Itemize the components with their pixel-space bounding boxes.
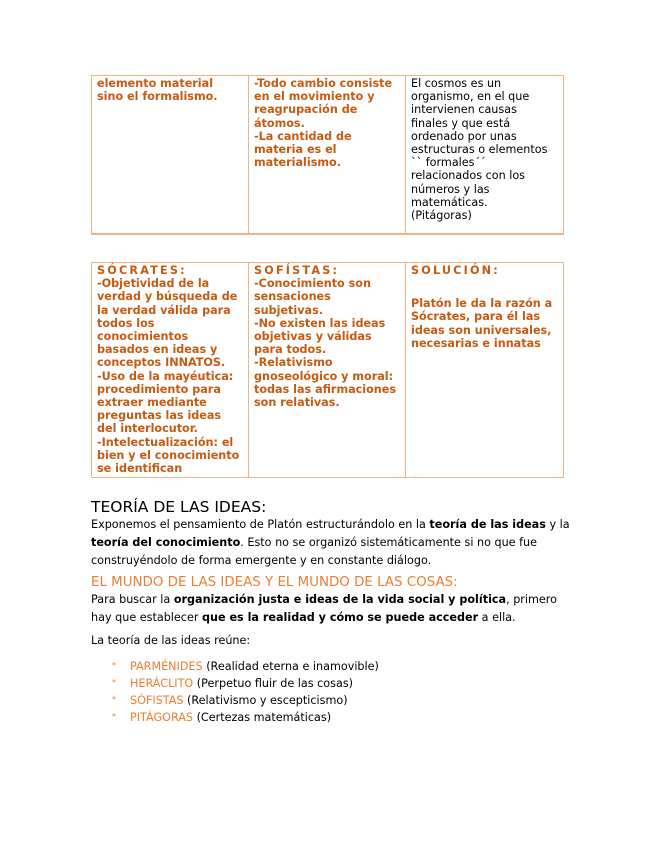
cell-line: -Uso de la mayéutica:: [97, 369, 234, 383]
text-run: , primero hay que establecer: [91, 593, 557, 624]
list-item-desc: (Relativismo y escepticismo): [183, 694, 348, 707]
cell-line: materia es el: [254, 143, 337, 157]
cell-line: sino el formalismo.: [97, 90, 218, 104]
cell-materialism: [249, 76, 406, 234]
header-solucion: SOLUCIÓN:: [411, 264, 500, 277]
cell-line: -La cantidad de: [254, 129, 352, 143]
cell-line: -No existen las ideas: [254, 316, 386, 330]
cell-line: átomos.: [254, 116, 305, 130]
cell-line: del interlocutor.: [97, 422, 198, 436]
cell-line: organismo, en el que: [411, 90, 530, 104]
text-run: Exponemos el pensamiento de Platón estructurándolo en la: [91, 518, 430, 531]
philosophers-list: [112, 658, 379, 726]
cell-line: elemento material: [97, 77, 214, 90]
cell-line: todos los: [97, 316, 155, 330]
list-item-name: PITÁGORAS: [130, 711, 194, 724]
cell-line: -Intelectualización: el: [97, 435, 234, 449]
cell-line: intervienen causas: [411, 103, 517, 117]
list-item: [112, 675, 379, 692]
cell-line: conceptos INNATOS.: [97, 356, 226, 370]
table-philosophy-continued: [91, 75, 564, 235]
text-run: y la: [545, 518, 570, 531]
header-sofistas: SOFÍSTAS:: [254, 264, 340, 277]
section-title-mundo: EL MUNDO DE LAS IDEAS Y EL MUNDO DE LAS COSAS:: [91, 575, 458, 590]
spacer: [411, 277, 559, 297]
bold-run: teoría de las ideas: [429, 518, 546, 531]
bullet-icon: *: [112, 678, 116, 687]
cell-solucion: [406, 263, 564, 478]
list-item-name: PARMÉNIDES: [130, 660, 203, 673]
cell-line: números y las: [411, 182, 490, 196]
list-item-name: HERÁCLITO: [130, 677, 194, 690]
cell-line: Platón le da la razón a: [411, 297, 553, 311]
cell-sofistas: [249, 263, 406, 478]
list-item: [112, 709, 379, 726]
cell-line: se identifican: [97, 462, 183, 476]
cell-line: Sócrates, para él las: [411, 310, 541, 324]
cell-line: todas las afirmaciones: [254, 382, 397, 396]
section-title-teoria: TEORÍA DE LAS IDEAS:: [91, 498, 267, 516]
bold-run: teoría del conocimiento: [91, 536, 241, 549]
cell-line: reagrupación de: [254, 103, 358, 117]
cell-line: son relativas.: [254, 396, 340, 410]
list-item-desc: (Realidad eterna e inamovible): [202, 660, 379, 673]
cell-line: -Conocimiento son: [254, 277, 371, 291]
bullet-icon: *: [112, 712, 116, 721]
cell-line: estructuras o elementos: [411, 143, 548, 157]
cell-line: gnoseológico y moral:: [254, 369, 394, 383]
cell-line: en el movimiento y: [254, 90, 375, 104]
cell-line: extraer mediante: [97, 396, 207, 410]
list-item: [112, 658, 379, 675]
list-item: [112, 692, 379, 709]
header-socrates: SÓCRATES:: [97, 264, 187, 277]
text-run: a ella.: [478, 611, 516, 624]
cell-line: procedimiento para: [97, 382, 221, 396]
cell-line: -Todo cambio consiste: [254, 77, 393, 90]
cell-line: para todos.: [254, 343, 327, 357]
table-socrates-sofistas: [91, 262, 564, 478]
cell-line: verdad y búsqueda de: [97, 290, 238, 304]
bullet-icon: *: [112, 661, 116, 670]
cell-line: materialismo.: [254, 156, 341, 170]
cell-line: objetivas y válidas: [254, 330, 372, 344]
cell-line: preguntas las ideas: [97, 409, 222, 423]
cell-line: -Relativismo: [254, 356, 333, 370]
paragraph-reune: La teoría de las ideas reúne:: [91, 634, 251, 647]
cell-line: matemáticas.: [411, 195, 488, 209]
bold-run: que es la realidad y cómo se puede acceder: [202, 611, 479, 624]
cell-line: El cosmos es un: [411, 77, 502, 90]
cell-line: ideas son universales,: [411, 323, 552, 337]
cell-line: subjetivas.: [254, 303, 323, 317]
paragraph-mundo: [91, 591, 571, 627]
bullet-icon: *: [112, 695, 116, 704]
cell-line: ordenado por unas: [411, 129, 517, 143]
cell-line: -Objetividad de la: [97, 277, 210, 291]
bold-run: organización justa e ideas de la vida social y política: [173, 593, 507, 606]
list-item-desc: (Perpetuo fluir de las cosas): [193, 677, 354, 690]
cell-line: conocimientos: [97, 330, 189, 344]
paragraph-teoria: [91, 516, 571, 570]
cell-line: relacionados con los: [411, 169, 526, 183]
text-run: Para buscar la: [91, 593, 174, 606]
cell-line: bien y el conocimiento: [97, 448, 240, 462]
cell-line: basados en ideas y: [97, 343, 218, 357]
cell-line: `` formales´´: [411, 156, 486, 170]
cell-line: necesarias e innatas: [411, 336, 541, 350]
list-item-name: SÓFISTAS: [130, 694, 184, 707]
cell-line: sensaciones: [254, 290, 331, 304]
cell-line: la verdad válida para: [97, 303, 231, 317]
cell-line: (Pitágoras): [411, 209, 472, 223]
cell-line: finales y que está: [411, 116, 511, 130]
text-run: . Esto no se organizó sistemáticamente si no que fue construyéndolo de forma emergente y en constante diálogo.: [91, 536, 538, 567]
cell-socrates: [92, 263, 249, 478]
cell-pitagoras: [406, 76, 564, 234]
cell-formalism: [92, 76, 249, 234]
list-item-desc: (Certezas matemáticas): [193, 711, 332, 724]
